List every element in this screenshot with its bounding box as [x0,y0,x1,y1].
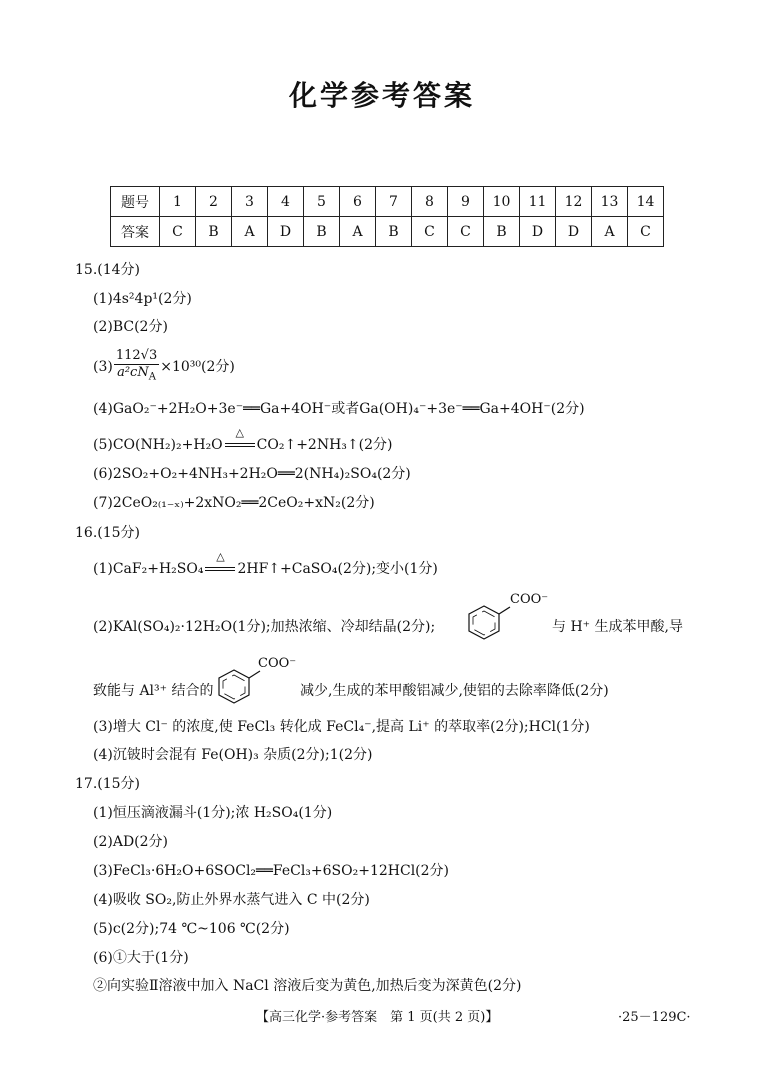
question-number: 14 [628,187,664,217]
q17-header: 17.(15分) [75,776,141,792]
fraction-numerator: 112√3 [115,348,158,363]
answer-table [110,186,664,247]
delta-icon: △ [216,550,225,563]
question-number: 13 [592,187,628,217]
equals-bar [225,443,255,447]
answer-cell: A [340,217,376,247]
answer-cell: B [304,217,340,247]
question-number: 12 [556,187,592,217]
q15-answer-6: (6)2SO₂+O₂+4NH₃+2H₂O══2(NH₄)₂SO₄(2分) [93,466,411,482]
q16-answer-1-left: (1)CaF₂+H₂SO₄ [93,561,204,577]
q17-answer-7: ②向实验Ⅱ溶液中加入 NaCl 溶液后变为黄色,加热后变为深黄色(2分) [93,978,522,994]
heat-arrow [203,550,237,578]
q15-header: 15.(14分) [75,262,141,278]
question-number: 3 [232,187,268,217]
benzene-ring-icon [216,666,262,706]
q17-answer-6: (6)①大于(1分) [93,950,189,966]
fraction-denominator [114,365,159,386]
answer-cell: C [628,217,664,247]
carboxylate-label: COO⁻ [510,592,549,607]
q16-answer-2-left: (2)KAl(SO₄)₂·12H₂O(1分);加热浓缩、冷却结晶(2分); [93,619,436,635]
answer-cell: D [268,217,304,247]
equals-bar [205,567,235,571]
answer-cell: D [520,217,556,247]
fraction-denominator-text: a²cN [117,365,149,380]
heat-arrow [223,426,257,454]
question-number: 7 [376,187,412,217]
q16-answer-3: (3)增大 Cl⁻ 的浓度,使 FeCl₃ 转化成 FeCl₄⁻,提高 Li⁺ 的萃取率(2分);HCl(1分) [93,719,590,735]
q17-answer-4: (4)吸收 SO₂,防止外界水蒸气进入 C 中(2分) [93,892,370,908]
q17-answer-3: (3)FeCl₃·6H₂O+6SOCl₂══FeCl₃+6SO₂+12HCl(2分) [93,863,450,879]
answer-cell: B [376,217,412,247]
footer-code: ·25－129C· [618,1010,691,1025]
question-number: 6 [340,187,376,217]
answer-table-number-row [111,187,664,217]
q17-answer-2: (2)AD(2分) [93,834,168,850]
answer-table-number-label: 题号 [111,187,160,217]
q16-answer-1 [93,550,438,578]
q16-answer-1-right: 2HF↑+CaSO₄(2分);变小(1分) [237,561,438,577]
q16-header: 16.(15分) [75,525,141,541]
q15-answer-3-suffix: ×10³⁰(2分) [160,358,235,375]
answer-table-answer-label: 答案 [111,217,160,247]
benzene-ring-icon [466,602,512,642]
q17-answer-5: (5)c(2分);74 ℃~106 ℃(2分) [93,921,290,937]
q15-answer-5 [93,426,393,454]
answer-cell: C [412,217,448,247]
q15-answer-5-right: CO₂↑+2NH₃↑(2分) [256,437,393,453]
q15-answer-5-left: (5)CO(NH₂)₂+H₂O [93,437,223,453]
question-number: 11 [520,187,556,217]
question-number: 4 [268,187,304,217]
question-number: 9 [448,187,484,217]
q15-answer-2: (2)BC(2分) [93,319,168,335]
footer-page-info: 【高三化学·参考答案 第 1 页(共 2 页)】 [256,1010,499,1025]
q15-answer-7: (7)2CeO₂₍₁₋ₓ₎+2xNO₂══2CeO₂+xN₂(2分) [93,495,375,511]
answer-cell: D [556,217,592,247]
q16-answer-2-right: 与 H⁺ 生成苯甲酸,导 [552,619,683,635]
q15-answer-1: (1)4s²4p¹(2分) [93,291,192,307]
answer-cell: A [232,217,268,247]
carboxylate-label: COO⁻ [258,656,297,671]
fraction-denominator-sub: A [148,371,156,383]
q16-answer-2-cont-left: 致能与 Al³⁺ 结合的 [93,683,214,699]
q16-answer-2-cont-right: 减少,生成的苯甲酸铝减少,使铝的去除率降低(2分) [300,683,609,699]
page-title: 化学参考答案 [288,79,475,112]
q17-answer-1: (1)恒压滴液漏斗(1分);浓 H₂SO₄(1分) [93,805,333,821]
question-number: 1 [160,187,196,217]
question-number: 2 [196,187,232,217]
answer-cell: B [196,217,232,247]
q16-answer-4: (4)沉铍时会混有 Fe(OH)₃ 杂质(2分);1(2分) [93,747,373,763]
question-number: 8 [412,187,448,217]
q15-answer-4: (4)GaO₂⁻+2H₂O+3e⁻══Ga+4OH⁻或者Ga(OH)₄⁻+3e⁻══Ga+4OH⁻(2分) [93,401,585,417]
answer-table-answer-row [111,217,664,247]
question-number: 5 [304,187,340,217]
delta-icon: △ [235,426,244,439]
fraction [114,348,159,386]
answer-cell: B [484,217,520,247]
question-number: 10 [484,187,520,217]
answer-cell: C [448,217,484,247]
answer-cell: C [160,217,196,247]
q15-answer-3-prefix: (3) [93,358,113,375]
q15-answer-3 [93,348,235,386]
answer-cell: A [592,217,628,247]
